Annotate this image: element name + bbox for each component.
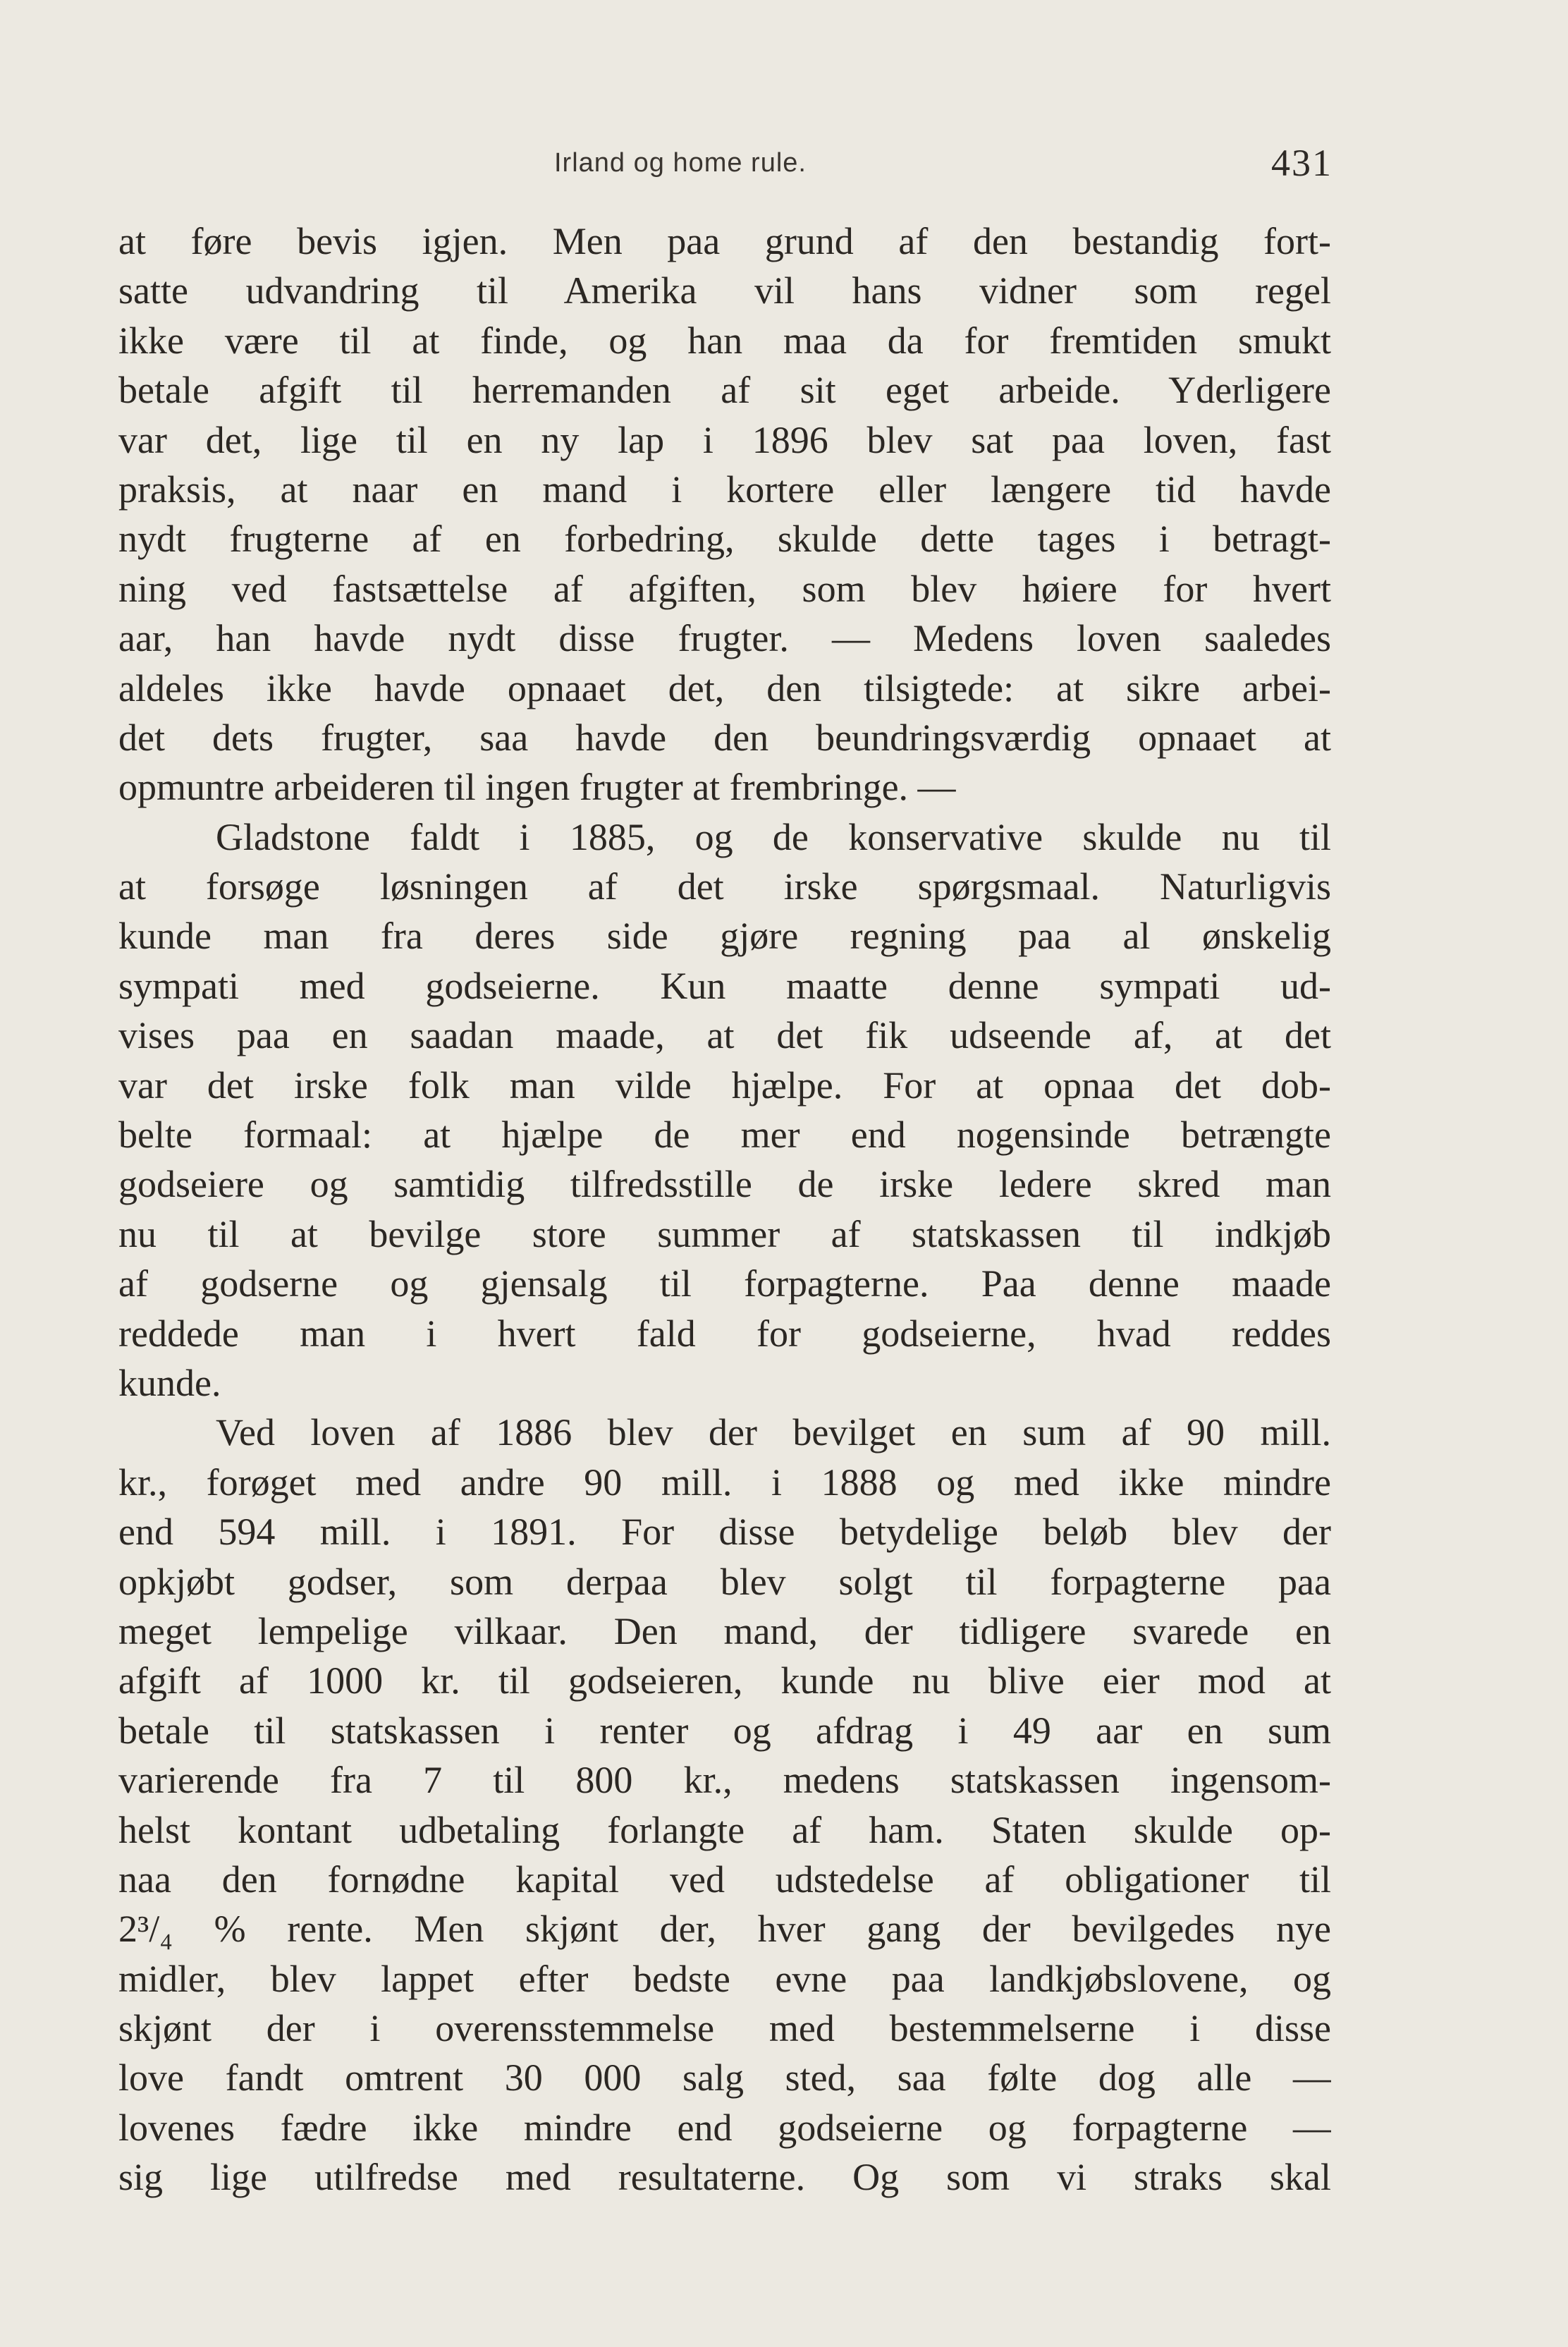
text-line: helst kontant udbetaling forlangte af ham. Staten skulde op- [118,1808,1331,1851]
text-line: var det, lige til en ny lap i 1896 blev sat paa loven, fast [118,418,1331,461]
text-line: godseiere og samtidig tilfredsstille de irske ledere skred man [118,1163,1331,1206]
text-line: sympati med godseierne. Kun maatte denne sympati ud- [118,964,1331,1007]
text-line: belte formaal: at hjælpe de mer end nogensinde betrængte [118,1114,1331,1157]
text-line: midler, blev lappet efter bedste evne paa landkjøbslovene, og [118,1957,1331,2000]
text-line: 2³/₄ % rente. Men skjønt der, hver gang der bevilgedes nye [118,1908,1331,1951]
text-line: aar, han havde nydt disse frugter. — Medens loven saaledes [118,617,1331,660]
text-line: meget lempelige vilkaar. Den mand, der tidligere svarede en [118,1609,1331,1652]
text-line: opkjøbt godser, som derpaa blev solgt til forpagterne paa [118,1560,1331,1603]
text-line: satte udvandring til Amerika vil hans vidner som regel [118,269,1331,312]
text-line: sig lige utilfredse med resultaterne. Og som vi straks skal [118,2156,1331,2199]
text-line: kr., forøget med andre 90 mill. i 1888 og med ikke mindre [118,1461,1331,1504]
text-line: at føre bevis igjen. Men paa grund af den bestandig fort- [118,220,1331,262]
text-line: vises paa en saadan maade, at det fik udseende af, at det [118,1014,1331,1057]
text-line: skjønt der i overensstemmelse med bestemmelserne i disse [118,2007,1331,2050]
page-number: 431 [1271,142,1333,184]
text-line: ikke være til at finde, og han maa da for fremtiden smukt [118,319,1331,362]
text-line: love fandt omtrent 30 000 salg sted, saa følte dog alle — [118,2056,1331,2099]
text-line: nu til at bevilge store summer af statskassen til indkjøb [118,1212,1331,1255]
page-header [120,140,1333,196]
text-line: naa den fornødne kapital ved udstedelse af obligationer til [118,1858,1331,1901]
text-line: kunde. [118,1361,221,1404]
text-line: kunde man fra deres side gjøre regning paa al ønskelig [118,915,1331,958]
text-line: reddede man i hvert fald for godseierne, hvad reddes [118,1312,1331,1355]
text-line: af godserne og gjensalg til forpagterne. Paa denne maade [118,1262,1331,1305]
text-line: Gladstone faldt i 1885, og de konservative skulde nu til [216,815,1331,858]
text-line: opmuntre arbeideren til ingen frugter at frembringe. — [118,766,956,809]
text-line: nydt frugterne af en forbedring, skulde dette tages i betragt- [118,518,1331,561]
text-line: end 594 mill. i 1891. For disse betydelige beløb blev der [118,1511,1331,1554]
body-text [118,217,1331,2202]
text-line: afgift af 1000 kr. til godseieren, kunde nu blive eier mod at [118,1659,1331,1702]
text-line: aldeles ikke havde opnaaet det, den tilsigtede: at sikre arbei- [118,666,1331,709]
text-line: var det irske folk man vilde hjælpe. For at opnaa det dob- [118,1063,1331,1107]
text-line: betale afgift til herremanden af sit eget arbeide. Yderligere [118,369,1331,412]
text-line: at forsøge løsningen af det irske spørgsmaal. Naturligvis [118,865,1331,908]
text-line: praksis, at naar en mand i kortere eller længere tid havde [118,468,1331,511]
text-line: betale til statskassen i renter og afdrag i 49 aar en sum [118,1709,1331,1752]
text-line: ning ved fastsættelse af afgiften, som blev høiere for hvert [118,567,1331,610]
running-title: Irland og home rule. [554,148,807,178]
text-line: Ved loven af 1886 blev der bevilget en sum af 90 mill. [216,1411,1331,1454]
text-line: varierende fra 7 til 800 kr., medens statskassen ingensom- [118,1759,1331,1802]
text-line: det dets frugter, saa havde den beundringsværdig opnaaet at [118,716,1331,759]
text-line: lovenes fædre ikke mindre end godseierne og forpagterne — [118,2106,1331,2149]
